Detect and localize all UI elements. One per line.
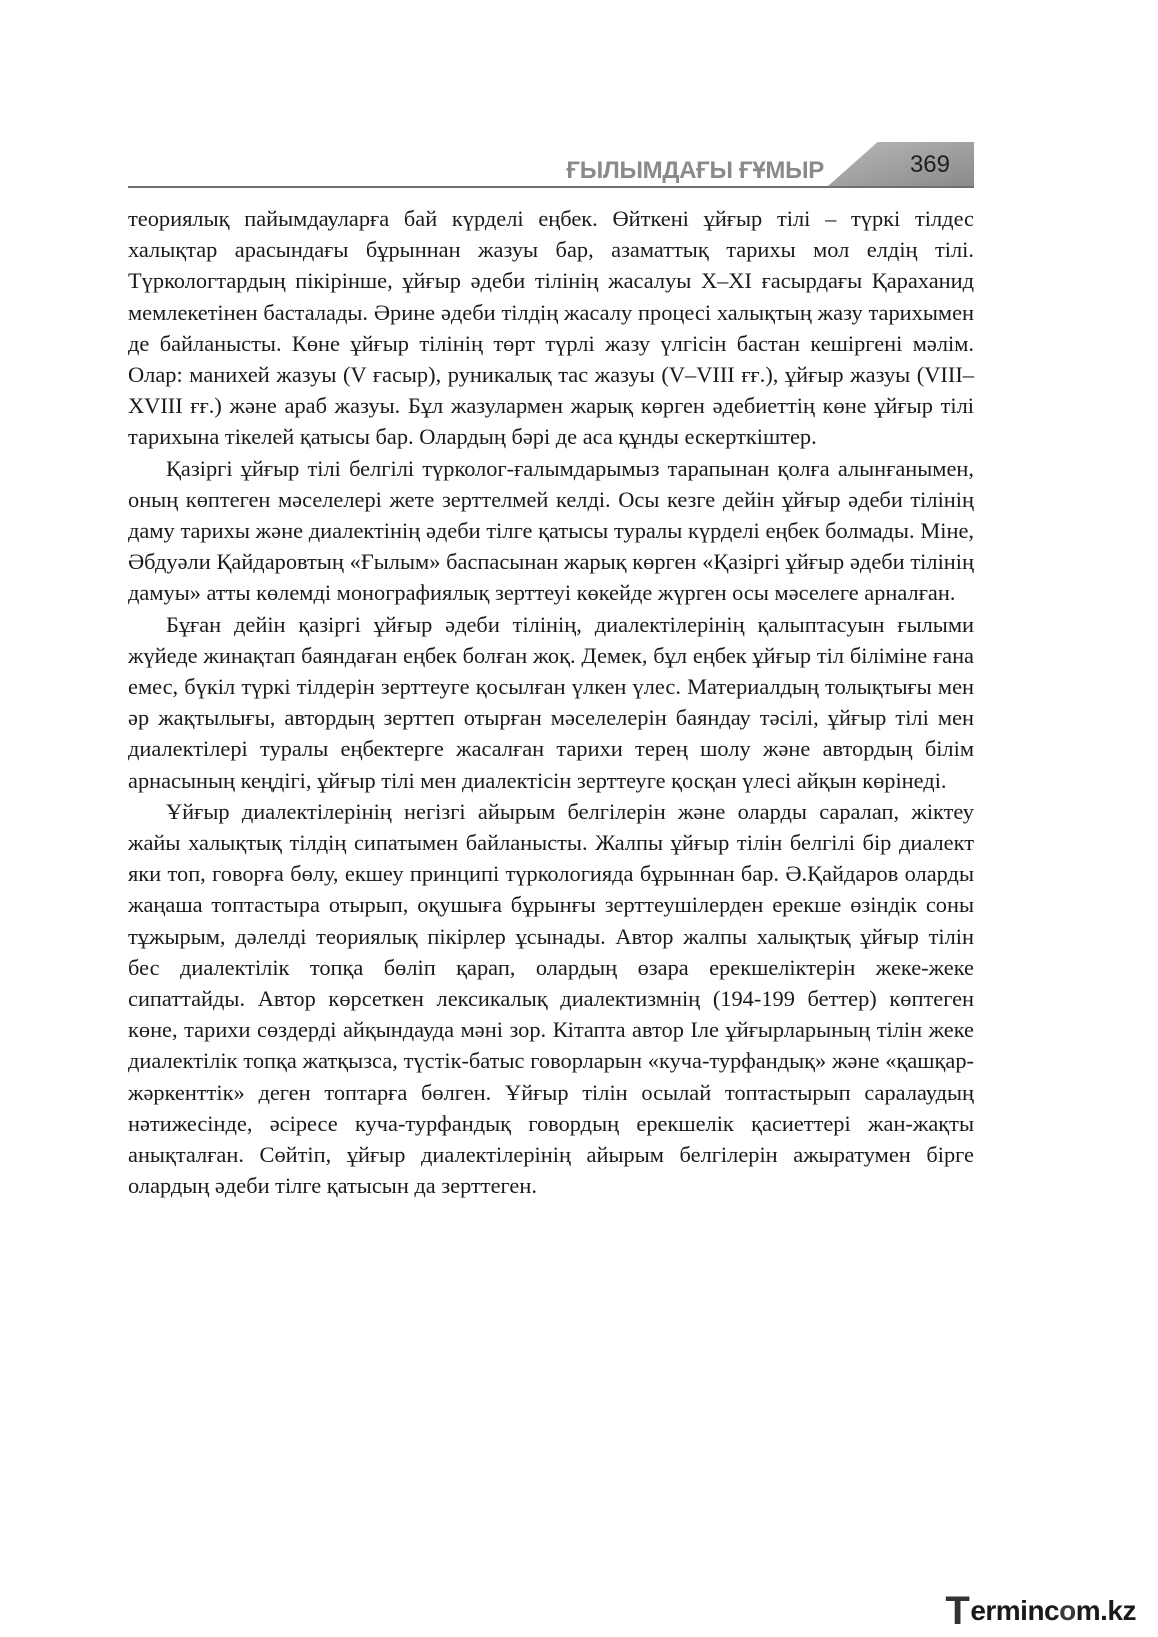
paragraph-2: Қазіргі ұйғыр тілі белгілі түрколог-ғалымдарымыз тарапынан қолға алынғанымен, оның көптеген мәселелері жете зерттелмей келді. Осы кезге дейін ұйғыр әдеби тілінің даму тарихы және диалектінің әдеби тілге қатысы туралы күрделі еңбек болмады. Міне, Әбдуәли Қайдаровтың «Ғылым» баспасынан жарық көрген «Қазіргі ұйғыр әдеби тілінің дамуы» атты көлемді монографиялық зерттеуі көкейде жүрген осы мәселеге арналған. — [128, 455, 974, 606]
watermark-tail: m.kz — [1075, 1595, 1136, 1626]
running-header — [128, 136, 974, 188]
paragraph-3: Бұған дейін қазіргі ұйғыр әдеби тілінің, диалектілерінің қалыптасуын ғылыми жүйеде жинақтап баяндаған еңбек болған жоқ. Демек, бұл еңбек ұйғыр тіл біліміне ғана емес, бүкіл түркі тілдерін зерттеуге қосылған үлкен үлес. Материалдың толықтығы мен әр жақтылығы, автордың зерттеп отырған мәселелерін баяндау тәсілі, ұйғыр тілі мен диалектілері туралы еңбектерге жасалған тарихи терең шолу және автордың білім арнасының кеңдігі, ұйғыр тілі мен диалектісін зерттеуге қосқан үлесі айқын көрінеді. — [128, 611, 974, 793]
body-text — [128, 203, 974, 1202]
watermark-middle: erminc — [970, 1595, 1060, 1626]
header-wedge-decoration — [828, 142, 974, 186]
paragraph-4: Ұйғыр диалектілерінің негізгі айырым белгілерін және оларды саралап, жіктеу жайы халықтық тілдің сипатымен байланысты. Жалпы ұйғыр тілін белгілі бір диалект яки топ, говорға бөлу, екшеу принципі түркологияда бұрыннан бар. Ә.Қайдаров оларды жаңаша топтастыра отырып, оқушыға бұрынғы зерттеушілерден ерекше өзіндік соны тұжырым, дәлелді теориялық пікірлер ұсынады. Автор жалпы халықтық ұйғыр тілін бес диалектілік топқа бөліп қарап, олардың өзара ерекшеліктерін жеке-жеке сипаттайды. Автор көрсеткен лексикалық диалектизмнің (194-199 беттер) көптеген көне, тарихи сөздерді айқындауда мәні зор. Кітапта автор Іле ұйғырларының тілін жеке диалектілік топқа жатқызса, түстік-батыс говорларын «куча-турфандық» және «қашқар-жәркенттік» деген топтарға бөлген. Ұйғыр тілін осылай топтастырып саралаудың нәтижесінде, әсіресе куча-турфандық говордың ерекшелік қасиеттері жан-жақты анықталған. Сөйтіп, ұйғыр диалектілерінің айырым белгілерін ажыратумен бірге олардың әдеби тілге қатысын да зерттеген. — [128, 798, 974, 1199]
watermark-magnifier-icon: o — [1059, 1595, 1076, 1626]
paragraph-1: теориялық пайымдауларға бай күрделі еңбек. Өйткені ұйғыр тілі – түркі тілдес халықтар арасындағы бұрыннан жазуы бар, азаматтық тарихы мол елдің тілі. Түркологтардың пікірінше, ұйғыр әдеби тілінің жасалуы X–XI ғасырдағы Қараханид мемлекетінен басталады. Әрине әдеби тілдің жасалу процесі халықтың жазу тарихымен де байланысты. Көне ұйғыр тілінің төрт түрлі жазу үлгісін бастан кешіргені мәлім. Олар: манихей жазуы (V ғасыр), руникалық тас жазуы (V–VIII ғғ.), ұйғыр жазуы (VIII–XVIII ғғ.) және араб жазуы. Бұл жазулармен жарық көрген әдебиеттің көне ұйғыр тілі тарихына тікелей қатысы бар. Олардың бәрі де аса құнды ескерткіштер. — [128, 206, 974, 450]
section-title: ҒЫЛЫМДАҒЫ ҒҰМЫР — [566, 157, 824, 184]
site-watermark — [945, 1589, 1136, 1633]
header-rule — [128, 186, 974, 188]
watermark-initial: T — [945, 1589, 970, 1633]
page-number: 369 — [909, 151, 950, 178]
